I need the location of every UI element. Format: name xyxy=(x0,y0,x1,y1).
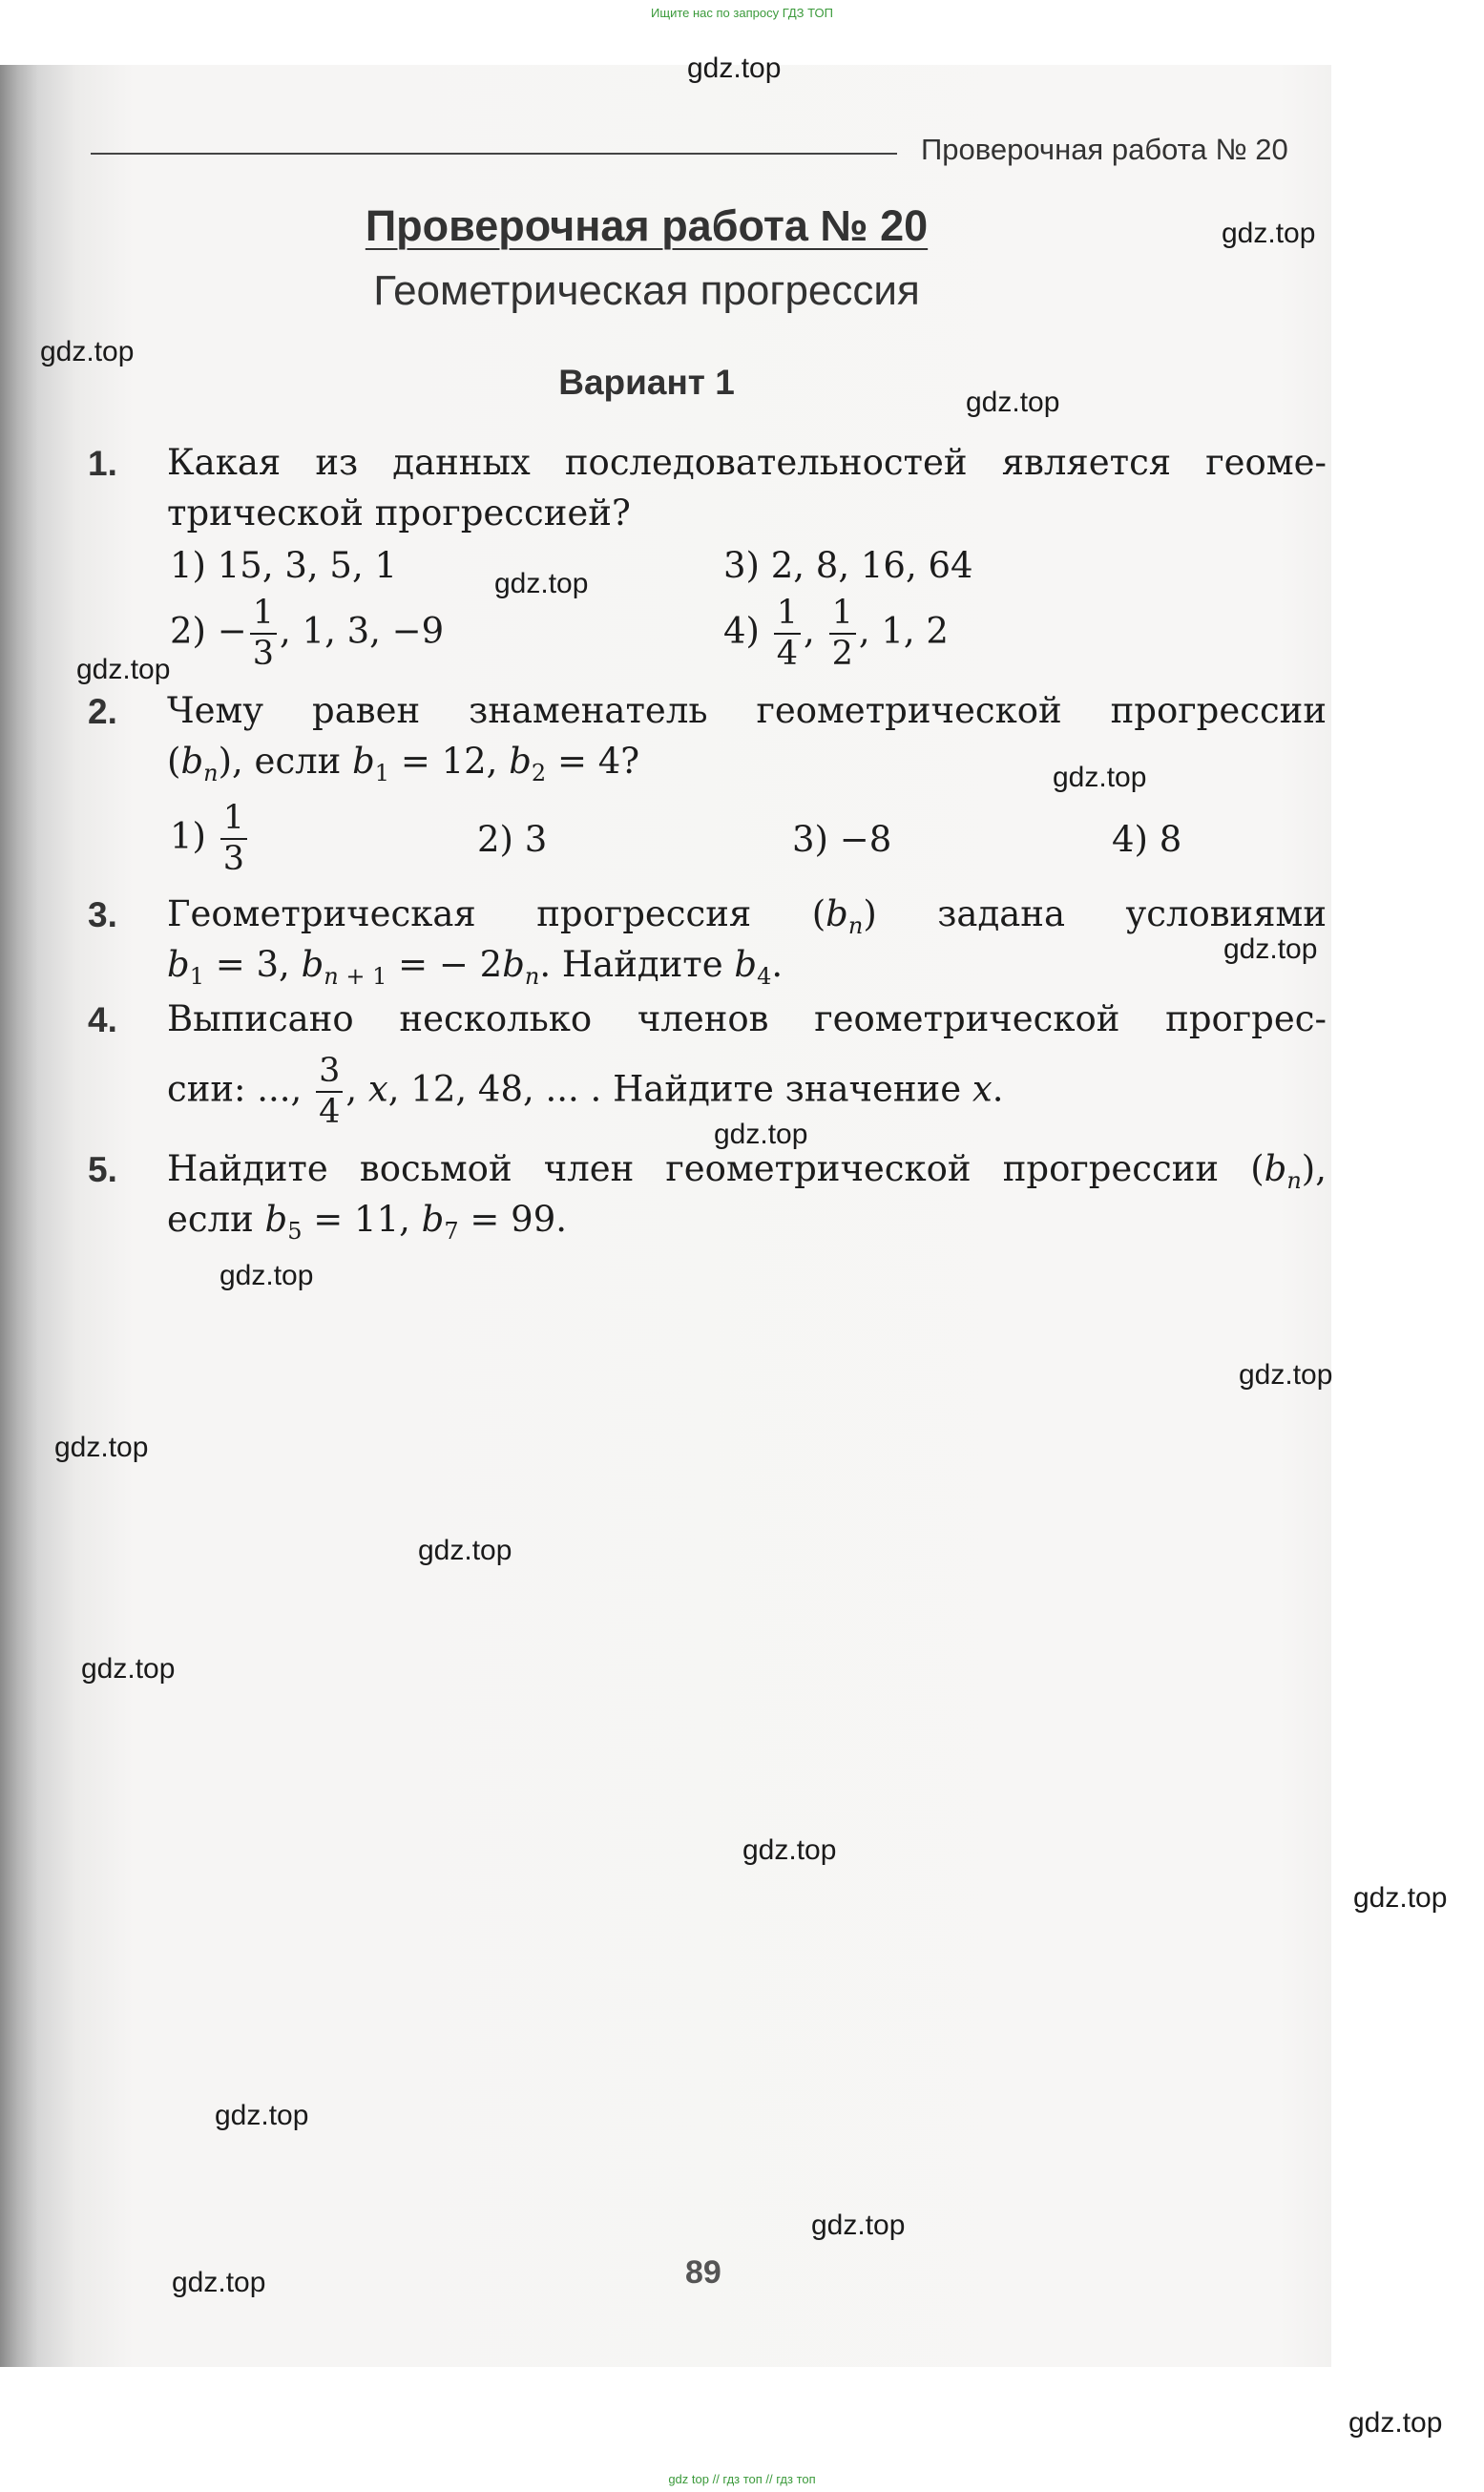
watermark: gdz.top xyxy=(1222,218,1316,249)
q1-o4-suffix: , 1, 2 xyxy=(858,610,949,652)
question-4-number: 4. xyxy=(88,1000,117,1039)
watermark: gdz.top xyxy=(966,387,1060,418)
question-1-option-4: 4) $\frac{1}{4}$ , $\frac{1}{2}$ , 1, 2 xyxy=(723,594,949,673)
watermark: gdz.top xyxy=(219,1260,314,1291)
running-header: Проверочная работа № 20 xyxy=(921,133,1288,166)
q2-o1-numerator: 1 xyxy=(220,802,247,840)
q2-o1-denominator: 3 xyxy=(222,840,245,878)
top-note: Ищите нас по запросу ГДЗ ТОП xyxy=(651,6,833,20)
question-1-option-2 xyxy=(170,594,445,673)
q4-suffix: , 12, 48, ... . Найдите значение xyxy=(387,1068,962,1110)
q1-o4-numerator-1: 1 xyxy=(774,597,801,635)
question-5-line-2: если $b_5 = 11$, $b_7 = 99$. xyxy=(167,1199,567,1245)
question-4-line-1: Выписано несколько членов геометрической прогрес- xyxy=(167,998,1327,1039)
watermark: gdz.top xyxy=(76,654,171,685)
watermark: gdz.top xyxy=(81,1653,176,1685)
page-title-text: Проверочная работа № 20 xyxy=(365,201,929,250)
variant-heading: Вариант 1 xyxy=(558,363,735,402)
watermark: gdz.top xyxy=(1348,2407,1443,2439)
question-2-option-4: 4) 8 xyxy=(1112,819,1182,860)
header-rule xyxy=(91,153,897,155)
q1-o4-fraction-2 xyxy=(829,594,856,673)
q2-o1-prefix: 1) xyxy=(170,815,206,857)
question-1-option-3: 3) 2, 8, 16, 64 xyxy=(723,545,973,586)
question-4-line-2: сии: ..., $\frac{3}{4}$ , x, 12, 48, ... . Найдите значение x. xyxy=(167,1052,1004,1131)
q1-o4-prefix: 4) xyxy=(723,610,760,652)
question-5-line-1: Найдите восьмой член геометрической прогрессии $(b_n)$, xyxy=(167,1148,1327,1194)
watermark: gdz.top xyxy=(418,1535,512,1566)
watermark: gdz.top xyxy=(742,1834,837,1866)
q1-o2-denominator: 3 xyxy=(252,635,275,673)
q1-o2-suffix: , 1, 3, −9 xyxy=(280,610,445,652)
footer-note: gdz top // гдз топ // гдз топ xyxy=(668,2472,816,2486)
q4-numerator: 3 xyxy=(316,1055,343,1093)
page-subtitle: Геометрическая прогрессия xyxy=(373,267,920,314)
q1-o4-numerator-2: 1 xyxy=(829,597,856,635)
question-1-line-1: Какая из данных последовательностей является геоме- xyxy=(167,442,1327,483)
q4-prefix: сии: ..., xyxy=(167,1068,303,1110)
q1-o2-prefix: 2) − xyxy=(170,610,247,652)
watermark: gdz.top xyxy=(1353,1882,1448,1914)
watermark: gdz.top xyxy=(1223,933,1318,965)
question-1-option-1: 1) 15, 3, 5, 1 xyxy=(170,545,398,586)
q1-o2-numerator: 1 xyxy=(250,597,277,635)
watermark: gdz.top xyxy=(54,1432,149,1463)
watermark: gdz.top xyxy=(215,2100,309,2131)
q1-o4-fraction-1 xyxy=(774,594,801,673)
q1-o2-fraction xyxy=(250,594,277,673)
watermark: gdz.top xyxy=(494,568,589,599)
watermark: gdz.top xyxy=(687,52,782,84)
watermark: gdz.top xyxy=(1239,1359,1333,1391)
question-2-option-2: 2) 3 xyxy=(477,819,548,860)
q1-o4-denominator-1: 4 xyxy=(776,635,799,673)
question-5-number: 5. xyxy=(88,1150,117,1189)
watermark: gdz.top xyxy=(811,2209,906,2241)
watermark: gdz.top xyxy=(40,336,135,367)
question-3-line-2: $b_1 = 3$, $b_{n + 1}$ = − $2b_n$. Найдите $b_4$. xyxy=(167,944,784,990)
q4-denominator: 4 xyxy=(319,1093,341,1131)
watermark: gdz.top xyxy=(1053,762,1147,793)
question-1-line-2: трической прогрессией? xyxy=(167,492,631,534)
question-3-line-1: Геометрическая прогрессия $(b_n)$ задана условиями xyxy=(167,893,1327,939)
page-number: 89 xyxy=(685,2254,721,2291)
q2-o1-fraction xyxy=(220,799,247,878)
question-2-line-2: $(b_n)$, если $b_1 = 12$, $b_2 = 4$? xyxy=(167,741,640,786)
q4-fraction xyxy=(316,1052,343,1131)
question-2-number: 2. xyxy=(88,692,117,731)
question-1-number: 1. xyxy=(88,444,117,483)
watermark: gdz.top xyxy=(714,1119,808,1150)
question-2-line-1: Чему равен знаменатель геометрической прогрессии xyxy=(167,690,1327,731)
question-3-number: 3. xyxy=(88,895,117,934)
question-2-option-1 xyxy=(170,799,250,878)
q1-o4-denominator-2: 2 xyxy=(831,635,853,673)
question-2-option-3: 3) −8 xyxy=(792,819,892,860)
watermark: gdz.top xyxy=(172,2267,266,2298)
